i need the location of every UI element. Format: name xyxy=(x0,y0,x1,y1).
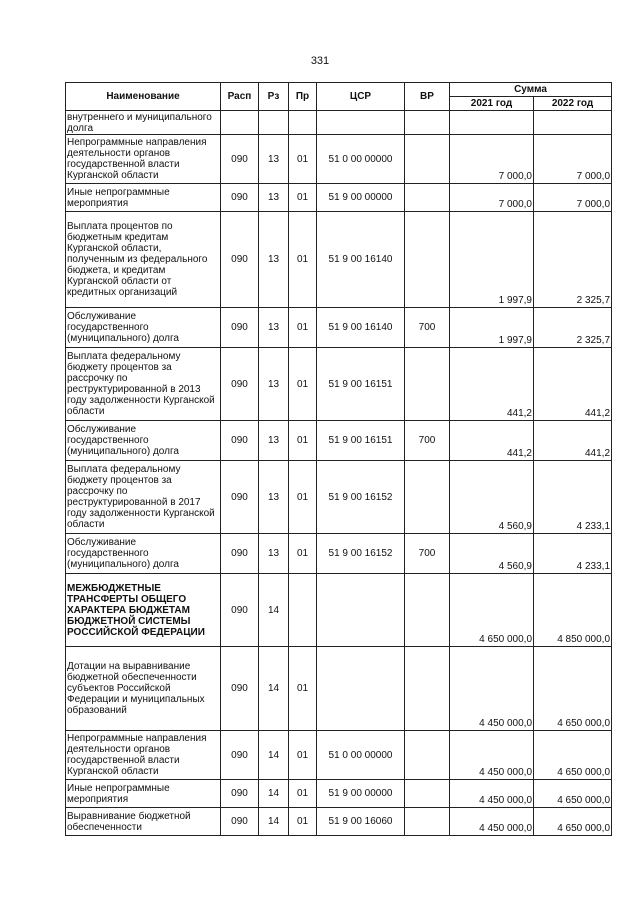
table-row xyxy=(66,421,612,461)
table-cell-rz: 13 xyxy=(259,212,289,308)
table-cell-csr: 51 9 00 16152 xyxy=(317,461,405,534)
table-cell-name: МЕЖБЮДЖЕТНЫЕ ТРАНСФЕРТЫ ОБЩЕГО ХАРАКТЕРА БЮДЖЕТАМ БЮДЖЕТНОЙ СИСТЕМЫ РОССИЙСКОЙ ФЕДЕРАЦИИ xyxy=(66,574,221,647)
table-cell-rasp: 090 xyxy=(221,461,259,534)
table-cell-pr: 01 xyxy=(289,184,317,212)
table-cell-2021: 4 450 000,0 xyxy=(450,731,534,780)
table-cell-2021: 1 997,9 xyxy=(450,308,534,348)
table-cell-pr: 01 xyxy=(289,212,317,308)
table-row xyxy=(66,574,612,647)
table-cell-2022: 4 650 000,0 xyxy=(534,780,612,808)
table-cell-csr: 51 9 00 16151 xyxy=(317,348,405,421)
table-cell-2021: 7 000,0 xyxy=(450,135,534,184)
header-rasp: Расп xyxy=(221,83,259,111)
table-cell-csr xyxy=(317,574,405,647)
table-cell-csr: 51 9 00 16060 xyxy=(317,808,405,836)
header-csr: ЦСР xyxy=(317,83,405,111)
table-cell-rasp: 090 xyxy=(221,574,259,647)
table-cell-rasp: 090 xyxy=(221,731,259,780)
table-row xyxy=(66,184,612,212)
table-cell-2021: 4 560,9 xyxy=(450,534,534,574)
table-cell-csr: 51 9 00 16151 xyxy=(317,421,405,461)
table-cell-2022: 7 000,0 xyxy=(534,135,612,184)
table-cell-rasp: 090 xyxy=(221,780,259,808)
table-cell-2021 xyxy=(450,111,534,135)
table-row xyxy=(66,731,612,780)
table-cell-rz: 13 xyxy=(259,534,289,574)
table-cell-2022: 4 850 000,0 xyxy=(534,574,612,647)
table-cell-csr: 51 9 00 16140 xyxy=(317,308,405,348)
table-cell-2022 xyxy=(534,111,612,135)
table-cell-rz: 14 xyxy=(259,647,289,731)
table-cell-pr: 01 xyxy=(289,461,317,534)
table-cell-2021: 441,2 xyxy=(450,421,534,461)
table-row xyxy=(66,534,612,574)
table-cell-vr xyxy=(405,135,450,184)
table-cell-vr xyxy=(405,461,450,534)
table-row xyxy=(66,647,612,731)
table-cell-pr xyxy=(289,574,317,647)
table-cell-2022: 4 650 000,0 xyxy=(534,647,612,731)
table-cell-pr: 01 xyxy=(289,780,317,808)
table-cell-2022: 7 000,0 xyxy=(534,184,612,212)
table-cell-2021: 4 450 000,0 xyxy=(450,647,534,731)
table-cell-vr xyxy=(405,574,450,647)
table-cell-csr: 51 0 00 00000 xyxy=(317,135,405,184)
table-cell-2022: 441,2 xyxy=(534,348,612,421)
table-cell-2021: 1 997,9 xyxy=(450,212,534,308)
table-cell-2022: 2 325,7 xyxy=(534,212,612,308)
table-cell-name: Непрограммные направления деятельности органов государственной власти Курганской области xyxy=(66,731,221,780)
table-cell-rz xyxy=(259,111,289,135)
table-cell-rz: 13 xyxy=(259,308,289,348)
table-cell-rasp: 090 xyxy=(221,308,259,348)
table-cell-rasp: 090 xyxy=(221,348,259,421)
table-cell-2022: 4 650 000,0 xyxy=(534,808,612,836)
table-cell-rz: 13 xyxy=(259,461,289,534)
table-cell-csr: 51 9 00 00000 xyxy=(317,780,405,808)
header-name: Наименование xyxy=(66,83,221,111)
table-cell-pr: 01 xyxy=(289,808,317,836)
table-cell-pr: 01 xyxy=(289,647,317,731)
table-cell-pr xyxy=(289,111,317,135)
table-cell-2022: 4 233,1 xyxy=(534,461,612,534)
table-cell-pr: 01 xyxy=(289,421,317,461)
table-cell-2021: 4 560,9 xyxy=(450,461,534,534)
table-row xyxy=(66,808,612,836)
table-row xyxy=(66,135,612,184)
table-cell-2021: 4 650 000,0 xyxy=(450,574,534,647)
table-cell-rasp xyxy=(221,111,259,135)
header-2022: 2022 год xyxy=(534,97,612,111)
header-rz: Рз xyxy=(259,83,289,111)
table-cell-rasp: 090 xyxy=(221,135,259,184)
table-cell-vr xyxy=(405,111,450,135)
table-cell-pr: 01 xyxy=(289,534,317,574)
table-cell-rz: 14 xyxy=(259,780,289,808)
table-cell-csr xyxy=(317,111,405,135)
table-cell-rz: 14 xyxy=(259,731,289,780)
table-cell-rz: 14 xyxy=(259,808,289,836)
table-header xyxy=(66,83,612,111)
table-cell-2022: 4 233,1 xyxy=(534,534,612,574)
table-cell-name: Выплата федеральному бюджету процентов за рассрочку по реструктурированной в 2013 году задолженности Курганской области xyxy=(66,348,221,421)
table-cell-vr xyxy=(405,780,450,808)
table-row xyxy=(66,348,612,421)
table-cell-csr: 51 9 00 00000 xyxy=(317,184,405,212)
table-cell-rasp: 090 xyxy=(221,212,259,308)
table-cell-name: Выравнивание бюджетной обеспеченности xyxy=(66,808,221,836)
table-row xyxy=(66,212,612,308)
table-row xyxy=(66,461,612,534)
table-cell-rz: 14 xyxy=(259,574,289,647)
table-cell-2022: 4 650 000,0 xyxy=(534,731,612,780)
table-cell-pr: 01 xyxy=(289,731,317,780)
table-cell-rasp: 090 xyxy=(221,808,259,836)
table-cell-vr xyxy=(405,808,450,836)
table-cell-rasp: 090 xyxy=(221,421,259,461)
table-row xyxy=(66,780,612,808)
table-cell-pr: 01 xyxy=(289,308,317,348)
table-cell-name: Обслуживание государственного (муниципального) долга xyxy=(66,534,221,574)
table-body xyxy=(66,111,612,836)
table-cell-csr xyxy=(317,647,405,731)
table-cell-2021: 441,2 xyxy=(450,348,534,421)
table-cell-name: Дотации на выравнивание бюджетной обеспеченности субъектов Российской Федерации и муниципальных образований xyxy=(66,647,221,731)
table-cell-vr xyxy=(405,212,450,308)
table-cell-vr xyxy=(405,647,450,731)
table-cell-2022: 441,2 xyxy=(534,421,612,461)
table-cell-2021: 4 450 000,0 xyxy=(450,780,534,808)
header-vr: ВР xyxy=(405,83,450,111)
header-pr: Пр xyxy=(289,83,317,111)
table-cell-csr: 51 9 00 16140 xyxy=(317,212,405,308)
budget-table xyxy=(65,82,612,836)
table-cell-name: Выплата процентов по бюджетным кредитам Курганской области, полученным из федерального бюджета, и кредитам Курганской области от кредитных организаций xyxy=(66,212,221,308)
table-cell-name: Непрограммные направления деятельности органов государственной власти Курганской области xyxy=(66,135,221,184)
table-cell-name: Обслуживание государственного (муниципального) долга xyxy=(66,308,221,348)
table-cell-rz: 13 xyxy=(259,421,289,461)
table-cell-vr: 700 xyxy=(405,308,450,348)
table-cell-vr xyxy=(405,348,450,421)
table-cell-rz: 13 xyxy=(259,135,289,184)
table-row xyxy=(66,111,612,135)
table-cell-pr: 01 xyxy=(289,135,317,184)
table-cell-name: Обслуживание государственного (муниципального) долга xyxy=(66,421,221,461)
table-cell-name: Иные непрограммные мероприятия xyxy=(66,780,221,808)
table-cell-rz: 13 xyxy=(259,184,289,212)
table-cell-name: Иные непрограммные мероприятия xyxy=(66,184,221,212)
table-cell-name: Выплата федеральному бюджету процентов за рассрочку по реструктурированной в 2017 году задолженности Курганской области xyxy=(66,461,221,534)
table-row xyxy=(66,308,612,348)
table-cell-2022: 2 325,7 xyxy=(534,308,612,348)
table-cell-name: внутреннего и муниципального долга xyxy=(66,111,221,135)
table-cell-rasp: 090 xyxy=(221,647,259,731)
header-sum: Сумма xyxy=(450,83,612,97)
table-cell-csr: 51 9 00 16152 xyxy=(317,534,405,574)
table-cell-pr: 01 xyxy=(289,348,317,421)
table-cell-rasp: 090 xyxy=(221,534,259,574)
table-cell-vr: 700 xyxy=(405,421,450,461)
table-cell-vr xyxy=(405,184,450,212)
table-cell-2021: 7 000,0 xyxy=(450,184,534,212)
table-cell-csr: 51 0 00 00000 xyxy=(317,731,405,780)
table-cell-rasp: 090 xyxy=(221,184,259,212)
table-cell-vr: 700 xyxy=(405,534,450,574)
table-cell-rz: 13 xyxy=(259,348,289,421)
header-2021: 2021 год xyxy=(450,97,534,111)
table-cell-2021: 4 450 000,0 xyxy=(450,808,534,836)
page-number: 331 xyxy=(310,55,330,67)
table-cell-vr xyxy=(405,731,450,780)
